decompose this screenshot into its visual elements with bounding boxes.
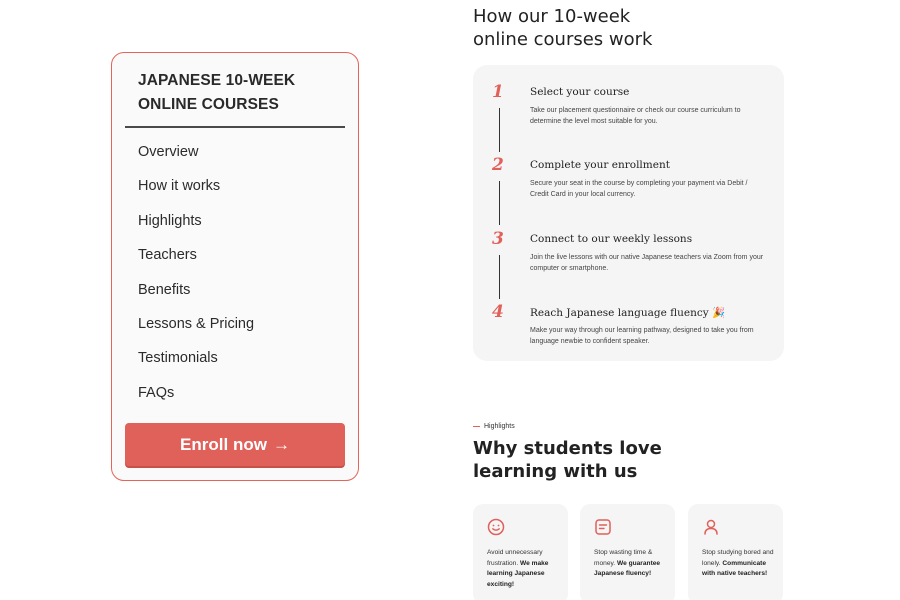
feature-card xyxy=(473,504,568,600)
nav-item-how-it-works[interactable]: How it works xyxy=(138,178,221,195)
nav-item-teachers[interactable]: Teachers xyxy=(138,247,197,264)
step-number: 1 xyxy=(492,82,504,102)
feature-bold-text: Communicate with native teachers! xyxy=(702,559,768,577)
how-title-line1: How our 10-week xyxy=(473,6,631,27)
sidebar-title xyxy=(138,69,338,117)
step-number: 2 xyxy=(492,155,504,175)
enroll-now-button[interactable] xyxy=(125,423,345,466)
steps-card xyxy=(473,65,784,361)
feature-text xyxy=(702,548,776,580)
course-sidebar xyxy=(111,52,359,481)
enroll-now-label: Enroll now xyxy=(180,434,267,454)
feature-bold-text: We guarantee Japanese fluency! xyxy=(594,559,661,577)
arrow-right-icon: → xyxy=(272,434,290,454)
nav-item-faqs[interactable]: FAQs xyxy=(138,384,175,401)
step-description: Take our placement questionnaire or check our course curriculum to determine the level most suitable for you. xyxy=(530,107,741,125)
step-number: 3 xyxy=(492,229,504,249)
sidebar-nav xyxy=(138,143,338,418)
why-students-heading xyxy=(473,437,773,483)
how-title-line2: online courses work xyxy=(473,29,653,50)
smile-icon xyxy=(487,518,505,536)
feature-card xyxy=(580,504,675,600)
sidebar-divider xyxy=(125,126,345,128)
feature-text xyxy=(487,548,561,590)
feature-card xyxy=(688,504,783,600)
step-title: Reach Japanese language fluency 🎉 xyxy=(530,307,726,319)
nav-item-highlights[interactable]: Highlights xyxy=(138,212,202,229)
nav-item-benefits[interactable]: Benefits xyxy=(138,281,191,298)
nav-item-testimonials[interactable]: Testimonials xyxy=(138,350,218,367)
step-title: Select your course xyxy=(530,86,630,98)
nav-item-overview[interactable]: Overview xyxy=(138,144,199,160)
feature-plain-text: Stop studying bored and lonely. xyxy=(702,549,774,567)
step-number: 4 xyxy=(492,302,504,322)
step-connector xyxy=(499,108,500,152)
feature-plain-text: Stop wasting time & money. xyxy=(594,549,653,567)
sidebar-title-line2: ONLINE COURSES xyxy=(138,96,279,113)
step-connector xyxy=(499,181,500,225)
highlights-eyebrow xyxy=(473,423,515,430)
why-title-line2: learning with us xyxy=(473,461,638,482)
step-description: Secure your seat in the course by completing your payment via Debit / Credit Card in your local currency. xyxy=(530,180,748,198)
nav-item-lessons-pricing[interactable]: Lessons & Pricing xyxy=(138,315,255,332)
user-icon xyxy=(702,518,720,536)
feature-bold-text: We make learning Japanese exciting! xyxy=(487,559,549,588)
sidebar-title-line1: JAPANESE 10-WEEK xyxy=(138,72,296,89)
note-icon xyxy=(594,518,612,536)
highlights-label: Highlights xyxy=(484,423,515,430)
step-title: Complete your enrollment xyxy=(530,159,670,171)
step-description: Make your way through our learning pathway, designed to take you from language newbie to confident speaker. xyxy=(530,327,754,345)
eyebrow-dash xyxy=(473,426,480,428)
step-title: Connect to our weekly lessons xyxy=(530,233,693,245)
feature-plain-text: Avoid unnecessary frustration. xyxy=(487,549,543,567)
step-connector xyxy=(499,255,500,299)
feature-text xyxy=(594,548,668,580)
how-it-works-heading xyxy=(473,5,773,51)
why-title-line1: Why students love xyxy=(473,438,662,459)
step-description: Join the live lessons with our native Japanese teachers via Zoom from your computer or smartphone. xyxy=(530,254,764,272)
